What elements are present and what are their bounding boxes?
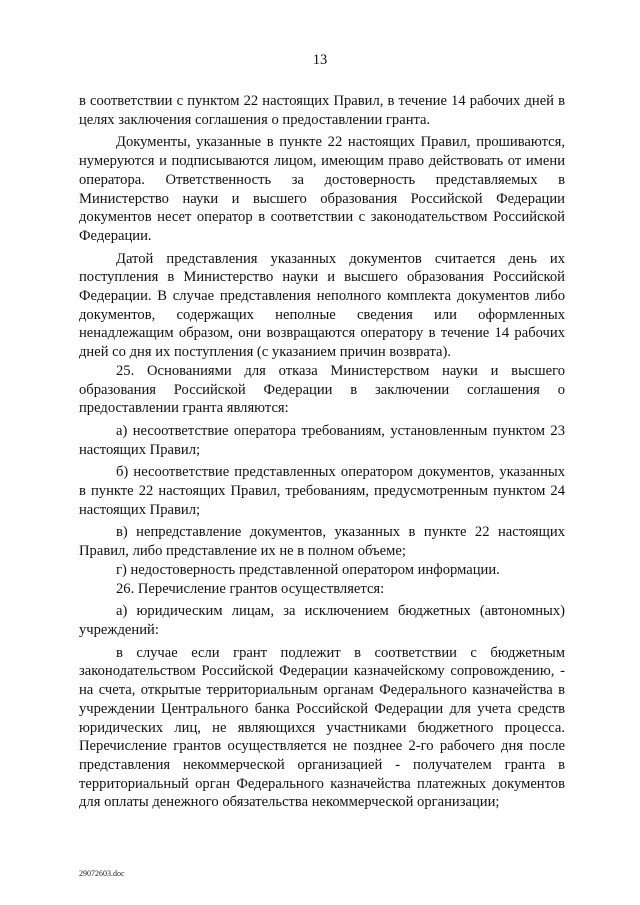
paragraph: в) непредставление документов, указанных в пункте 22 настоящих Правил, либо представление их не в полном объеме; (79, 524, 565, 560)
paragraph: 25. Основаниями для отказа Министерством науки и высшего образования Российской Федерации в заключении соглашения о предоставлении гранта являются: (79, 362, 565, 417)
paragraph: а) несоответствие оператора требованиям, установленным пунктом 23 настоящих Правил; (79, 422, 565, 458)
paragraph: а) юридическим лицам, за исключением бюджетных (автономных) учреждений: (79, 603, 565, 638)
paragraph: в случае если грант подлежит в соответствии с бюджетным законодательством Российской Федерации казначейскому сопровождению, - на счета, открытые территориальным органам Федерального казначейства в учреждении Центрального банка Российской Федерации для учета средств юридических лиц, не являющихся участниками бюджетного процесса. Перечисление грантов осуществляется не позднее 2-го рабочего дня после представления некоммерческой организацией - получателем гранта в территориальный орган Федерального казначейства платежных документов для оплаты денежного обязательства некоммерческой организации; (79, 644, 565, 811)
paragraph: г) недостоверность представленной оператором информации. (116, 561, 500, 578)
paragraph: Датой представления указанных документов считается день их поступления в Министерство науки и высшего образования Российской Федерации. В случае представления неполного комплекта документов либо документов, содержащих неполные сведения или оформленных ненадлежащим образом, они возвращаются оператору в течение 14 рабочих дней со дня их поступления (с указанием причин возврата). (79, 250, 565, 361)
footer-filename: 29072603.doc (79, 869, 125, 878)
document-body (79, 92, 565, 812)
paragraph: 26. Перечисление грантов осуществляется: (116, 580, 385, 597)
paragraph: Документы, указанные в пункте 22 настоящих Правил, прошиваются, нумеруются и подписываются лицом, имеющим право действовать от имени оператора. Ответственность за достоверность представляемых в Министерство науки и высшего образования Российской Федерации документов несет оператор в соответствии с законодательством Российской Федерации. (79, 134, 565, 244)
paragraph: в соответствии с пунктом 22 настоящих Правил, в течение 14 рабочих дней в целях заключения соглашения о предоставлении гранта. (79, 93, 565, 128)
page-number: 13 (312, 52, 328, 68)
paragraph: б) несоответствие представленных оператором документов, указанных в пункте 22 настоящих Правил, требованиям, предусмотренным пунктом 24 настоящих Правил; (79, 464, 565, 518)
